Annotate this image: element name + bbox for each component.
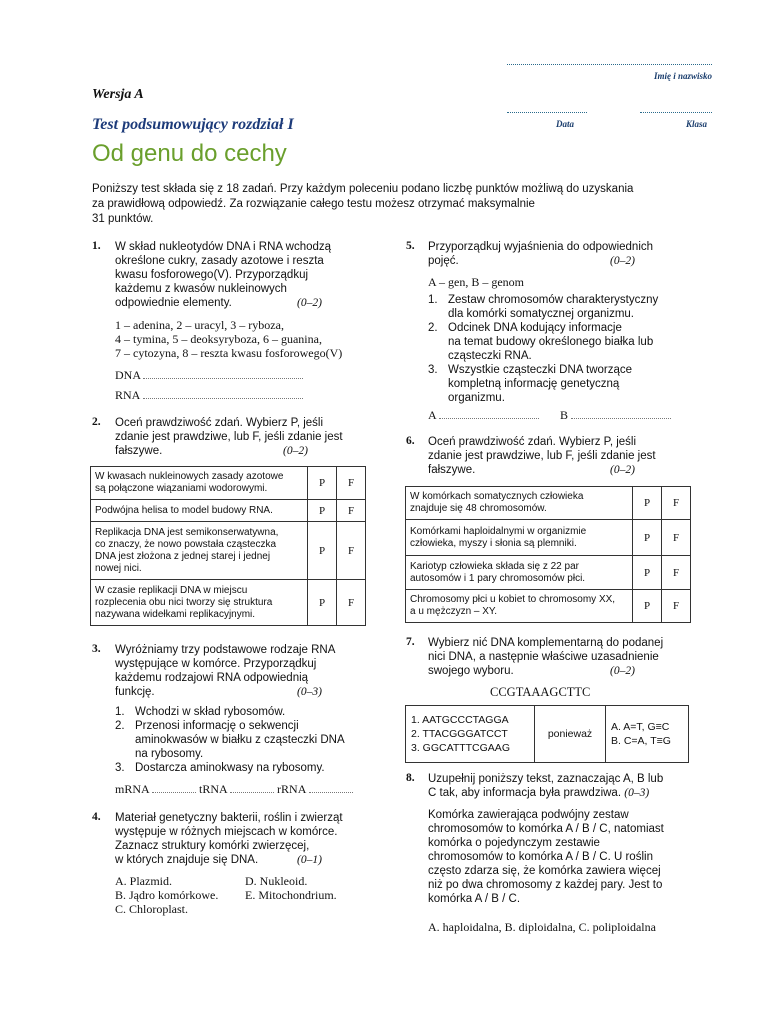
q6-number: 6. <box>406 435 415 447</box>
test-title: Test podsumowujący rozdział I <box>92 116 294 133</box>
q7-points: (0–2) <box>610 665 635 677</box>
true-option[interactable]: P <box>633 520 662 556</box>
list-item: 2. Przenosi informację o sekwencji aminokwasów w białku z cząsteczki DNA na rybosomy. <box>115 720 345 760</box>
q1-dna-answer[interactable]: DNA <box>115 368 303 382</box>
list-item: 1. Wchodzi w skład rybosomów. <box>115 706 286 718</box>
true-option[interactable]: P <box>308 580 337 626</box>
option[interactable]: A. A=T, G≡C <box>611 721 670 733</box>
q7-prompt: Wybierz nić DNA komplementarną do podanej nici DNA, a następnie właściwe uzasadnienie swojego wyboru. (0–2) <box>428 637 664 677</box>
class-line[interactable] <box>640 112 712 113</box>
true-option[interactable]: P <box>308 522 337 580</box>
q5-number: 5. <box>406 240 415 252</box>
option[interactable]: 3. GGCATTTCGAAG <box>411 742 510 754</box>
list-item: 1. Zestaw chromosomów charakterystyczny dla komórki somatycznej organizmu. <box>428 294 659 320</box>
version-label: Wersja A <box>92 87 144 102</box>
q2-points: (0–2) <box>283 445 308 457</box>
table-row: Komórkami haploidalnymi w organizmie człowieka, myszy i słonia są plemniki. P F <box>406 520 691 556</box>
q8-prompt: Uzupełnij poniższy tekst, zaznaczając A, B lub C tak, aby informacja była prawdziwa. (0–3) <box>428 773 664 799</box>
option[interactable]: D. Nukleoid. <box>245 874 308 888</box>
date-line[interactable] <box>507 112 587 113</box>
q1-points: (0–2) <box>297 297 322 309</box>
class-label: Klasa <box>686 119 708 129</box>
true-option[interactable]: P <box>633 556 662 590</box>
intro-text: Poniższy test składa się z 18 zadań. Przy każdym poleceniu podano liczbę punktów możliwą do uzyskania za prawidłową odpowiedź. Za rozwiązanie całego testu możesz otrzymać maksymalnie 31 punktów. <box>92 183 634 225</box>
date-label: Data <box>556 119 574 129</box>
list-item: 3. Dostarcza aminokwasy na rybosomy. <box>115 762 325 774</box>
q8-options: A. haploidalna, B. diploidalna, C. poliploidalna <box>428 920 656 934</box>
true-option[interactable]: P <box>308 467 337 500</box>
option[interactable]: E. Mitochondrium. <box>245 888 337 902</box>
q8-number: 8. <box>406 772 415 784</box>
q1-options: 1 – adenina, 2 – uracyl, 3 – ryboza, 4 – tymina, 5 – deoksyryboza, 6 – guanina, 7 – cytozyna, 8 – reszta kwasu fosforowego(V) <box>115 318 343 360</box>
q4-options-left <box>115 874 218 916</box>
q2-table <box>90 466 366 626</box>
list-item: 2. Odcinek DNA kodujący informacje na temat budowy określonego białka lub cząsteczki RNA. <box>428 322 654 362</box>
q1-number: 1. <box>92 240 101 252</box>
false-option[interactable]: F <box>337 580 366 626</box>
true-option[interactable]: P <box>633 590 662 623</box>
q5-items <box>428 293 698 405</box>
false-option[interactable]: F <box>662 520 691 556</box>
page-title: Od genu do cechy <box>92 140 287 167</box>
q2-number: 2. <box>92 416 101 428</box>
q3-items <box>115 705 365 775</box>
true-option[interactable]: P <box>633 487 662 520</box>
false-option[interactable]: F <box>662 590 691 623</box>
q3-points: (0–3) <box>297 686 322 698</box>
table-row: Chromosomy płci u kobiet to chromosomy XX, a u mężczyzn – XY. P F <box>406 590 691 623</box>
q3-answers[interactable]: mRNA tRNA rRNA <box>115 782 353 796</box>
option[interactable]: C. Chloroplast. <box>115 902 189 916</box>
q7-sequence: CCGTAAAGCTTC <box>490 685 591 699</box>
table-row: W czasie replikacji DNA w miejscu rozplecenia obu nici tworzy się struktura nazywana widełkami replikacyjnymi. P F <box>91 580 366 626</box>
true-option[interactable]: P <box>308 500 337 522</box>
name-label: Imię i nazwisko <box>653 71 712 81</box>
option[interactable]: 2. TTACGGGATCCT <box>411 728 508 740</box>
table-row: Replikacja DNA jest semikonserwatywna, co znaczy, że nowo powstała cząsteczka DNA jest złożona z jednej starej i jednej nowej nici. P F <box>91 522 366 580</box>
name-line[interactable] <box>507 64 712 65</box>
q5-prompt: Przyporządkuj wyjaśnienia do odpowiednich pojęć. (0–2) <box>428 241 654 267</box>
q8-text: Komórka zawierająca podwójny zestaw chromosomów to komórka A / B / C, natomiast komórka o pojedynczym zestawie chromosomów to komórka A / B / C. U roślin często zdarza się, że komórka zawiera więcej niż po dwa chromosomy z każdej pary. Jest to komórka A / B / C. <box>428 809 664 905</box>
table-row: W kwasach nukleinowych zasady azotowe są połączone wiązaniami wodorowymi. P F <box>91 467 366 500</box>
option[interactable]: A. Plazmid. <box>115 874 172 888</box>
q7-table <box>405 705 689 763</box>
q6-prompt: Oceń prawdziwość zdań. Wybierz P, jeśli zdanie jest prawdziwe, lub F, jeśli zdanie jest fałszywe. (0–2) <box>428 436 656 476</box>
list-item: 3. Wszystkie cząsteczki DNA tworzące kompletną informację genetyczną organizmu. <box>428 364 633 404</box>
because-label: ponieważ <box>535 706 606 763</box>
q3-number: 3. <box>92 643 101 655</box>
table-row: Podwójna helisa to model budowy RNA. P F <box>91 500 366 522</box>
q4-number: 4. <box>92 811 101 823</box>
table-row: Kariotyp człowieka składa się z 22 par autosomów i 1 pary chromosomów płci. P F <box>406 556 691 590</box>
false-option[interactable]: F <box>337 500 366 522</box>
option[interactable]: B. C=A, T≡G <box>611 735 671 747</box>
false-option[interactable]: F <box>662 487 691 520</box>
q1-prompt: W skład nukleotydów DNA i RNA wchodzą określone cukry, zasady azotowe i reszta kwasu fosforowego(V). Przyporządkuj każdemu z kwasów nukleinowych odpowiednie elementy. (0–2) <box>115 241 332 309</box>
q7-reasons <box>606 706 689 763</box>
q5-b-answer[interactable]: B <box>560 408 671 422</box>
q5-a-answer[interactable]: A <box>428 408 539 422</box>
q2-prompt: Oceń prawdziwość zdań. Wybierz P, jeśli zdanie jest prawdziwe, lub F, jeśli zdanie jest fałszywe. (0–2) <box>115 417 343 457</box>
table-row: W komórkach somatycznych człowieka znajduje się 48 chromosomów. P F <box>406 487 691 520</box>
q4-options-right <box>245 874 337 902</box>
q5-terms: A – gen, B – genom <box>428 275 524 289</box>
q4-points: (0–1) <box>297 854 322 866</box>
q8-points: (0–3) <box>624 787 650 799</box>
false-option[interactable]: F <box>337 522 366 580</box>
q3-prompt: Wyróżniamy trzy podstawowe rodzaje RNA występujące w komórce. Przyporządkuj każdemu rodzajowi RNA odpowiednią funkcję. (0–3) <box>115 644 336 698</box>
q1-rna-answer[interactable]: RNA <box>115 388 303 402</box>
q4-prompt: Materiał genetyczny bakterii, roślin i zwierząt występuje w różnych miejscach w komórce. Zaznacz struktury komórki zwierzęcej, w których znajduje się DNA. (0–1) <box>115 812 343 866</box>
option[interactable]: B. Jądro komórkowe. <box>115 888 219 902</box>
q6-table <box>405 486 691 623</box>
false-option[interactable]: F <box>662 556 691 590</box>
q6-points: (0–2) <box>610 464 635 476</box>
q7-options <box>406 706 535 763</box>
q7-number: 7. <box>406 636 415 648</box>
q5-points: (0–2) <box>610 255 635 267</box>
option[interactable]: 1. AATGCCCTAGGA <box>411 714 509 726</box>
false-option[interactable]: F <box>337 467 366 500</box>
